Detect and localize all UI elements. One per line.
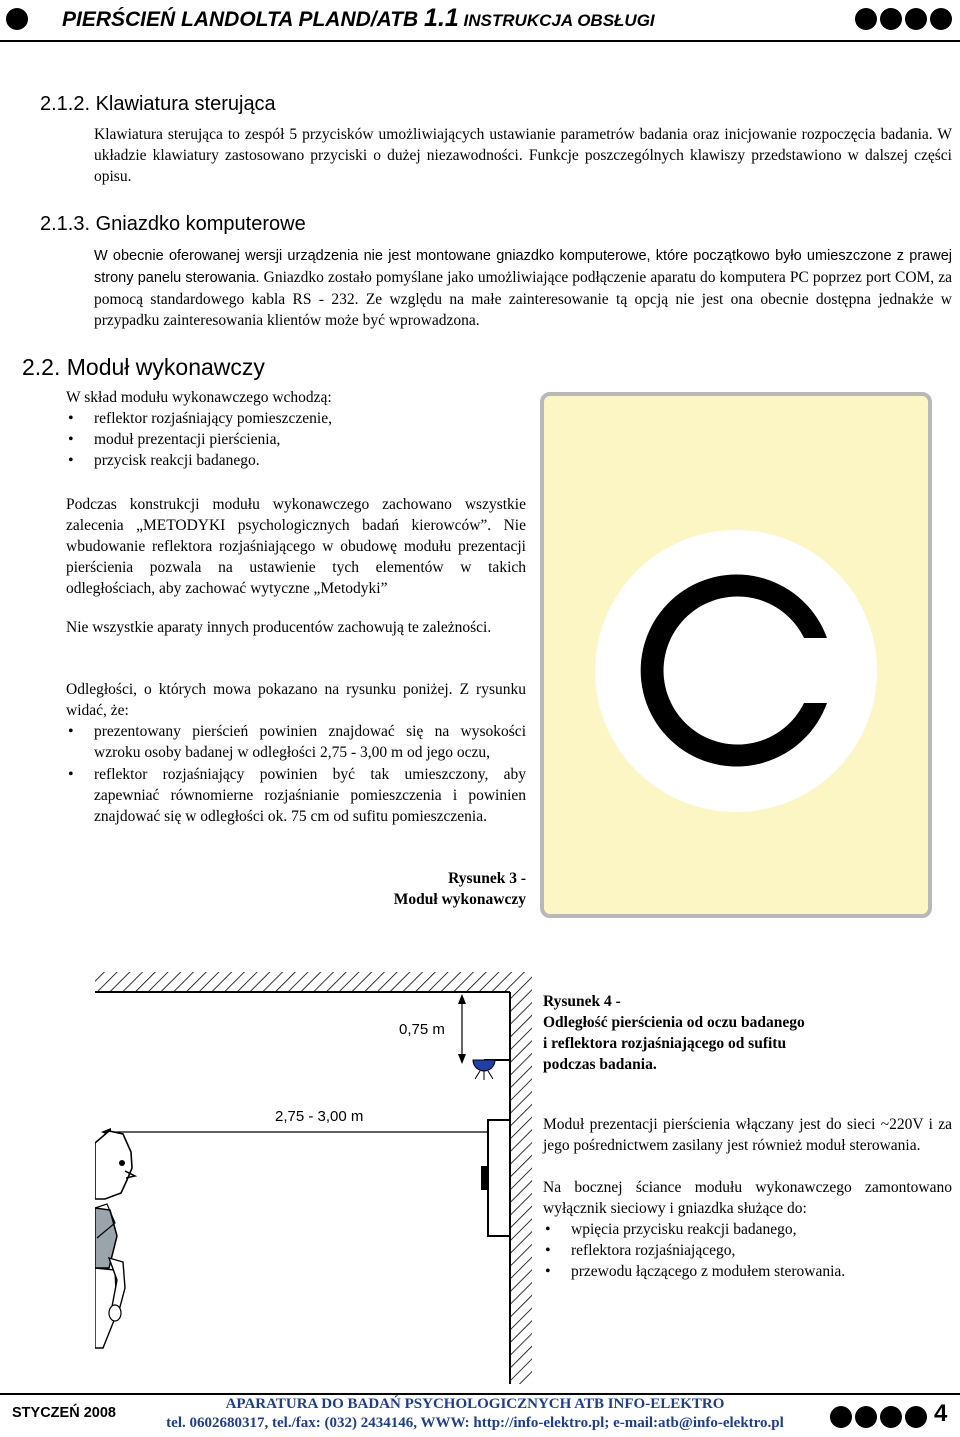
- footer-bullet-icon: [905, 1406, 927, 1428]
- lamp-light-ray: [475, 1071, 480, 1079]
- figure-3-caption: Rysunek 3 - Moduł wykonawczy: [393, 870, 526, 908]
- label-distance: 2,75 - 3,00 m: [275, 1108, 364, 1125]
- ring-background: [595, 530, 877, 812]
- page-header: [0, 0, 960, 42]
- list-item: • reflektor rozjaśniający powinien być tak umieszczony, aby zapewniać równomierne rozjaśnianie pomieszczenia i powinien znajdować się w odległości ok. 75 cm od sufitu pomieszczenia.: [66, 764, 526, 827]
- module-parts-list: [66, 408, 536, 471]
- footer-company: APARATURA DO BADAŃ PSYCHOLOGICZNYCH ATB INFO-ELEKTRO tel. 0602680317, tel./fax: (032) 2434146, WWW: http://info-elektro.pl; e-mail:atb@info-elektro.pl: [166, 1396, 784, 1431]
- figure-4-caption: Rysunek 4 - Odległość pierścienia od oczu badanego i reflektora rozjaśniającego od sufitu podczas badania.: [543, 993, 805, 1073]
- section-text-213: W obecnie oferowanej wersji urządzenia nie jest montowane gniazdko komputerowe, które początkowo było umieszczone z prawej strony panelu sterowania. Gniazdko zostało pomyślane jako umożliwiające podłączenie aparatu do komputera PC poprzez port COM, za pomocą standardowego kabla RS - 232. Ze względu na małe zainteresowanie tą opcją nie jest ona obecnie dostępna jednakże w przypadku zainteresowania klientów może być wprowadzona.: [94, 248, 952, 329]
- distance-requirements-list: [66, 721, 526, 827]
- footer-bullet-icon: [830, 1406, 852, 1428]
- paragraph-other-devices: Nie wszystkie aparaty innych producentów zachowują te zależności.: [66, 619, 492, 636]
- paragraph-side-panel: Na bocznej ściance modułu wykonawczego zamontowano wyłącznik sieciowy i gniazdka służące do:: [543, 1179, 952, 1217]
- footer-bullet-icon: [880, 1406, 902, 1428]
- header-bullet-icon: [930, 8, 952, 30]
- label-075: 0,75 m: [399, 1021, 445, 1038]
- section-text-212: Klawiatura sterująca to zespół 5 przycisków umożliwiających ustawianie parametrów badania oraz inicjowanie rozpoczęcia badania. W układzie klawiatury zastosowano przyciski o dużej niezawodności. Funkcje poszczególnych klawiszy przedstawiono w dalszej części opisu.: [94, 126, 952, 185]
- section-heading-213: 2.1.3. Gniazdko komputerowe: [40, 213, 306, 235]
- footer-bullet-icon: [855, 1406, 877, 1428]
- arrow-up-icon: [458, 994, 466, 1004]
- section-heading-212: 2.1.2. Klawiatura sterująca: [40, 93, 276, 115]
- list-item: • reflektora rozjaśniającego,: [543, 1240, 952, 1261]
- person-figure-icon: [95, 1131, 135, 1348]
- footer-date: STYCZEŃ 2008: [12, 1405, 116, 1421]
- room-diagram: [95, 968, 535, 1388]
- header-rule: [0, 40, 960, 42]
- header-bullet-icon: [855, 8, 877, 30]
- wall-hatch: [510, 972, 532, 1384]
- landolt-ring-panel: [540, 392, 932, 918]
- list-item: • moduł prezentacji pierścienia,: [66, 429, 536, 450]
- header-bullet-icon: [905, 8, 927, 30]
- ring-module-box: [488, 1120, 510, 1236]
- list-item: • wpięcia przycisku reakcji badanego,: [543, 1219, 952, 1240]
- header-bullet-icon: [6, 8, 28, 30]
- list-item: • przewodu łączącego z modułem sterowania.: [543, 1261, 952, 1282]
- side-panel-sockets-list: [543, 1219, 952, 1282]
- list-item: • reflektor rozjaśniający pomieszczenie,: [66, 408, 536, 429]
- arrow-down-icon: [458, 1054, 466, 1064]
- paragraph-construction: Podczas konstrukcji modułu wykonawczego zachowano wszystkie zalecenia „METODYKI psychologicznych badań kierowców”. Nie wbudowanie reflektora rozjaśniającego w obudowę modułu prezentacji pierścienia pozwala na ustawienie tych elementów w takich odległościach, aby zachować wytyczne „Metodyki”: [66, 496, 526, 597]
- header-bullet-icon: [880, 8, 902, 30]
- list-item: • przycisk reakcji badanego.: [66, 450, 536, 471]
- list-item: • prezentowany pierścień powinien znajdować się na wysokości wzroku osoby badanej w odległości 2,75 - 3,00 m od jego oczu,: [66, 721, 526, 763]
- section-intro-22: W skład modułu wykonawczego wchodzą:: [66, 389, 332, 406]
- ceiling-hatch: [95, 972, 510, 992]
- header-title: PIERŚCIEŃ LANDOLTA PLAND/ATB 1.1 INSTRUKCJA OBSŁUGI: [62, 4, 655, 32]
- paragraph-power: Moduł prezentacji pierścienia włączany jest do sieci ~220V i za jego pośrednictwem zasilany jest również moduł sterowania.: [543, 1116, 952, 1154]
- lamp-light-ray: [488, 1071, 493, 1079]
- lamp-icon: [473, 1060, 495, 1071]
- section-heading-22: 2.2. Moduł wykonawczy: [22, 354, 265, 380]
- page-number: 4: [934, 1400, 948, 1427]
- paragraph-distances: Odległości, o których mowa pokazano na rysunku poniżej. Z rysunku widać, że:: [66, 681, 526, 719]
- ring-module-window: [481, 1166, 488, 1190]
